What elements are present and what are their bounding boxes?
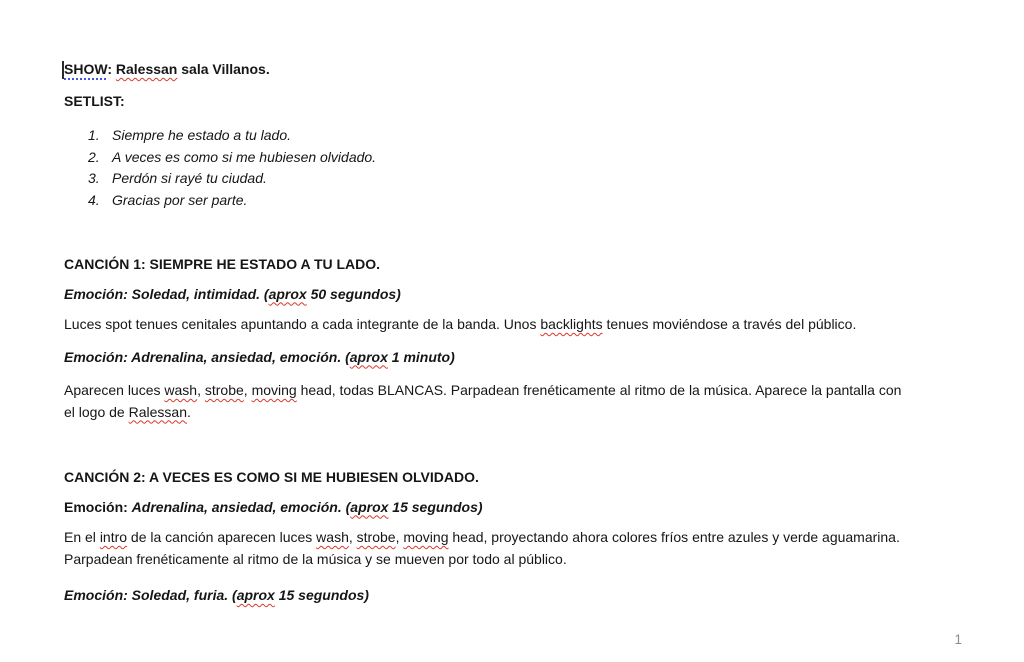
- setlist-item-text: A veces es como si me hubiesen olvidado.: [112, 148, 377, 165]
- text-line[interactable]: Parpadean frenéticamente al ritmo de la música y se mueven por todo al público.: [64, 550, 567, 567]
- list-number: 1.: [88, 127, 100, 143]
- text-line[interactable]: Aparecen luces wash, strobe, moving head, todas BLANCAS. Parpadean frenéticamente al ritmo de la música. Aparece la pantalla con: [64, 382, 902, 398]
- setlist-item[interactable]: [88, 147, 960, 169]
- song2-emotion-line-2[interactable]: Emoción: Soledad, furia. (aprox 15 segundos): [64, 587, 369, 603]
- song1-lighting-paragraph-2[interactable]: [64, 380, 960, 423]
- setlist-item[interactable]: [88, 168, 960, 190]
- song2-lighting-paragraph-1[interactable]: [64, 527, 960, 570]
- text-cursor: [62, 61, 64, 79]
- setlist-item[interactable]: [88, 190, 960, 212]
- text-line[interactable]: En el intro de la canción aparecen luces wash, strobe, moving head, proyectando ahora colores fríos entre azules y verde aguamarina.: [64, 529, 900, 545]
- setlist-heading[interactable]: SETLIST:: [64, 92, 125, 109]
- song1-emotion-line-1[interactable]: Emoción: Soledad, intimidad. (aprox 50 segundos): [64, 285, 401, 302]
- song2-heading[interactable]: CANCIÓN 2: A VECES ES COMO SI ME HUBIESEN OLVIDADO.: [64, 469, 479, 485]
- page-number: 1: [954, 632, 962, 647]
- list-number: 3.: [88, 170, 100, 186]
- setlist: [64, 125, 960, 211]
- list-number: 2.: [88, 148, 100, 165]
- song1-heading[interactable]: CANCIÓN 1: SIEMPRE HE ESTADO A TU LADO.: [64, 256, 381, 272]
- setlist-item[interactable]: [88, 125, 960, 147]
- list-number: 4.: [88, 191, 100, 208]
- song2-emotion-line-1[interactable]: Emoción: Adrenalina, ansiedad, emoción. (aprox 15 segundos): [64, 498, 483, 515]
- setlist-item-text: Siempre he estado a tu lado.: [112, 127, 292, 143]
- text-line[interactable]: Luces spot tenues cenitales apuntando a cada integrante de la banda. Unos backlights tenues moviéndose a través del público.: [64, 316, 857, 332]
- song1-emotion-line-2[interactable]: Emoción: Adrenalina, ansiedad, emoción. (aprox 1 minuto): [64, 348, 455, 365]
- text-line[interactable]: el logo de Ralessan.: [64, 403, 191, 420]
- title-line[interactable]: SHOW: Ralessan sala Villanos.: [64, 61, 270, 77]
- song1-lighting-paragraph-1[interactable]: [64, 314, 960, 336]
- setlist-item-text: Gracias por ser parte.: [112, 191, 248, 208]
- setlist-item-text: Perdón si rayé tu ciudad.: [112, 170, 267, 186]
